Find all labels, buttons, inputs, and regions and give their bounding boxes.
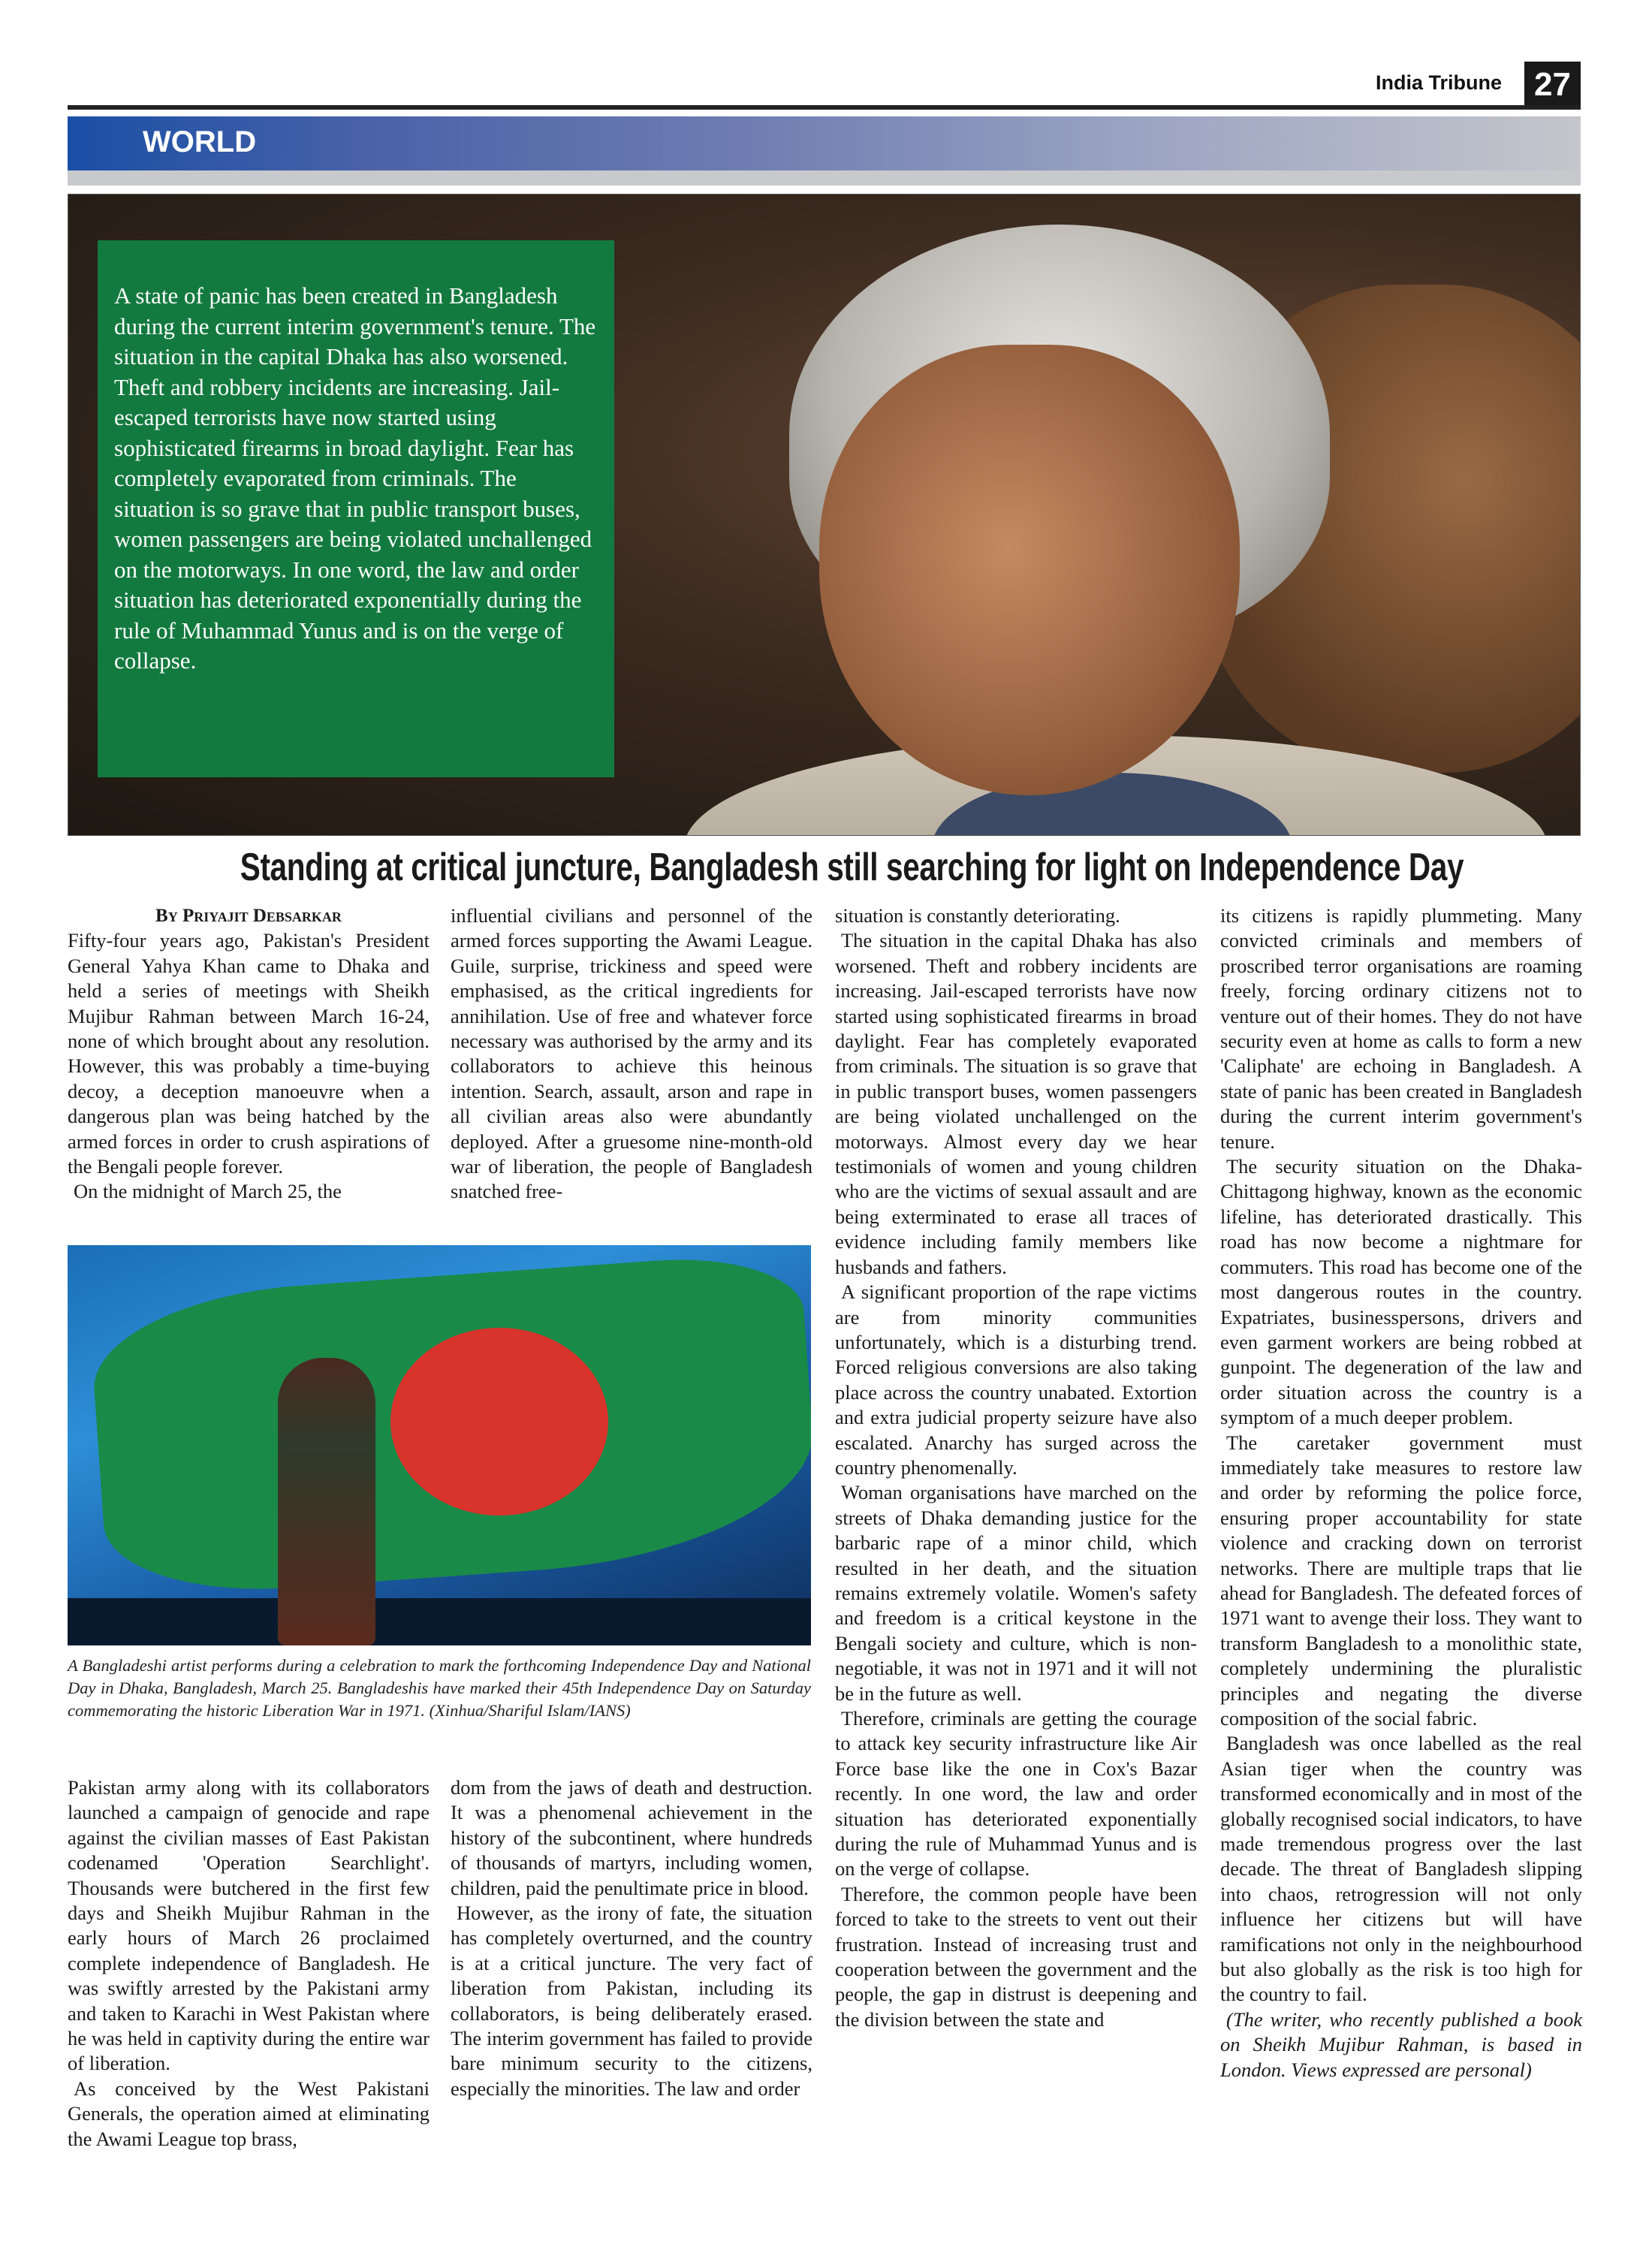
header-rule xyxy=(68,105,1581,110)
photo-flag-disc xyxy=(390,1328,608,1516)
column-2-top xyxy=(451,903,812,1205)
byline: By Priyajit Debsarkar xyxy=(155,906,342,926)
paragraph: Therefore, criminals are getting the courage to attack key security infrastructure like Air Force base like the one in Cox's Bazar recently. In one word, the law and order situation has deteriorated exponentially during the rule of Muhammad Yunus and is on the verge of collapse. xyxy=(835,1707,1197,1881)
paragraph: influential civilians and personnel of the armed forces supporting the Awami League. Guile, surprise, trickiness and speed were emphasised, as the critical ingredients for annihilation. Use of free and whatever force necessary was authorised by the army and its collaborators to achieve this heinous intention. Search, assault, arson and rape in all civilian areas also were abundantly deployed. After a gruesome nine-month-old war of liberation, the people of Bangladesh snatched free- xyxy=(451,904,812,1203)
paragraph: situation is constantly deteriorating. xyxy=(835,904,1120,927)
paragraph: Bangladesh was once labelled as the real Asian tiger when the country was transformed economically and in most of the globally recognised social indicators, to have made tremendous progress over the last decade. The threat of Bangladesh slipping into chaos, retrogression will not only influence her citizens but will have ramifications not only in the neighbourhood but also globally as the risk is too high for the country to fail. xyxy=(1220,1732,1582,2006)
paragraph: A significant proportion of the rape victims are from minority communities unfortunately, which is a disturbing trend. Forced religious conversions are also taking place across the country unabated. Extortion and extra judicial property seizure have also escalated. Anarchy has surged across the country phenomenally. xyxy=(835,1280,1197,1479)
column-1-top xyxy=(68,903,430,1205)
paragraph: However, as the irony of fate, the situation has completely overturned, and the country is at a critical juncture. The very fact of liberation from Pakistan, including its collaborators, is being deliberately erased. The interim government has failed to provide bare minimum security to the citizens, especially the minorities. The law and order xyxy=(451,1902,812,2100)
publication-name: India Tribune xyxy=(1375,71,1502,94)
column-4 xyxy=(1220,903,1582,2083)
author-note: (The writer, who recently published a book on Sheikh Mujibur Rahman, is based in London. Views expressed are personal) xyxy=(1220,2007,1582,2081)
photo-stage xyxy=(68,1598,811,1645)
paragraph: Woman organisations have marched on the streets of Dhaka demanding justice for the barbaric rape of a minor child, which resulted in her death, and the situation remains extremely volatile. Women's safety and freedom is a critical keystone in the Bengali society and culture, which is non-negotiable, it was not in 1971 and it will not be in the future as well. xyxy=(835,1481,1197,1705)
paragraph: its citizens is rapidly plummeting. Many convicted criminals and members of proscribed terror organisations are roaming freely, forcing ordinary citizens not to venture out of their homes. They do not have security even at home as calls to form a new 'Caliphate' are echoing in Bangladesh. A state of panic has been created in Bangladesh during the current interim government's tenure. xyxy=(1220,904,1582,1153)
performer-photo xyxy=(68,1245,811,1645)
paragraph: Therefore, the common people have been forced to take to the streets to vent out their frustration. Instead of increasing trust and cooperation between the government and the people, the gap in distrust is deepening and the division between the state and xyxy=(835,1882,1197,2031)
column-2-bottom xyxy=(451,1775,812,2101)
paragraph: The situation in the capital Dhaka has also worsened. Theft and robbery incidents are increasing. Jail-escaped terrorists have now started using sophisticated firearms in broad daylight. Fear has completely evaporated from criminals. The situation is so grave that in public transport buses, women passengers are being violated unchallenged on the motorways. Almost every day we hear testimonials of women and young children who are the victims of sexual assault and are being exterminated to erase all traces of evidence including family members like husbands and fathers. xyxy=(835,929,1197,1278)
paragraph: Pakistan army along with its collaborators launched a campaign of genocide and rape against the civilian masses of East Pakistan codenamed 'Operation Searchlight'. Thousands were butchered in the first few days and Sheikh Mujibur Rahman in the early hours of March 26 proclaimed complete independence of Bangladesh. He was swiftly arrested by the Pakistani army and taken to Karachi in West Pakistan where he was held in captivity during the entire war of liberation. xyxy=(68,1776,430,2075)
photo-singer xyxy=(278,1358,375,1645)
paragraph: dom from the jaws of death and destruction. It was a phenomenal achievement in the history of the subcontinent, where hundreds of thousands of martyrs, including women, children, paid the penultimate price in blood. xyxy=(451,1776,812,1899)
headline xyxy=(68,845,1581,890)
column-3 xyxy=(835,903,1197,2032)
photo-caption: A Bangladeshi artist performs during a celebration to mark the forthcoming Independence Day and National Day in Dhaka, Bangladesh, March 25. Bangladeshis have marked their 45th Independence Day on Saturday commemorating the historic Liberation War in 1971. (Xinhua/Shariful Islam/IANS) xyxy=(68,1656,811,1720)
headline-text: Standing at critical juncture, Bangladesh still searching for light on Independence Day xyxy=(240,846,1464,889)
section-banner-strip xyxy=(68,170,1581,185)
page-number: 27 xyxy=(1524,62,1581,108)
paragraph: The caretaker government must immediately take measures to restore law and order by reforming the police force, ensuring proper accountability for state violence and cracking down on terrorist networks. There are multiple traps that lie ahead for Bangladesh. The defeated forces of 1971 want to avenge their loss. They want to transform Bangladesh to a monolithic state, completely undermining the pluralistic principles and negating the diverse composition of the social fabric. xyxy=(1220,1431,1582,1730)
paragraph: The security situation on the Dhaka-Chittagong highway, known as the economic lifeline, has deteriorated drastically. This road has now become a nightmare for commuters. This road has become one of the most dangerous routes in the country. Expatriates, businesspersons, drivers and even garment workers are being robbed at gunpoint. The degeneration of the law and order situation across the country is a symptom of a much deeper problem. xyxy=(1220,1155,1582,1429)
paragraph: Fifty-four years ago, Pakistan's President General Yahya Khan came to Dhaka and held a series of meetings with Sheikh Mujibur Rahman between March 16-24, none of which brought about any resolution. However, this was probably a time-buying decoy, a deception manoeuvre when a dangerous plan was being hatched by the armed forces in order to crush aspirations of the Bengali people forever. xyxy=(68,929,430,1178)
section-title: WORLD xyxy=(143,125,257,158)
column-1-bottom xyxy=(68,1775,430,2152)
paragraph: On the midnight of March 25, the xyxy=(74,1180,342,1203)
section-banner xyxy=(68,116,1581,170)
paragraph: As conceived by the West Pakistani Generals, the operation aimed at eliminating the Awami League top brass, xyxy=(68,2077,430,2150)
photo-face xyxy=(819,345,1240,795)
pull-quote-box: A state of panic has been created in Bangladesh during the current interim government's tenure. The situation in the capital Dhaka has also worsened. Theft and robbery incidents are increasing. Jail-escaped terrorists have now started using sophisticated firearms in broad daylight. Fear has completely evaporated from criminals. The situation is so grave that in public transport buses, women passengers are being violated unchallenged on the motorways. In one word, the law and order situation has deteriorated exponentially during the rule of Muhammad Yunus and is on the verge of collapse. xyxy=(98,240,614,777)
